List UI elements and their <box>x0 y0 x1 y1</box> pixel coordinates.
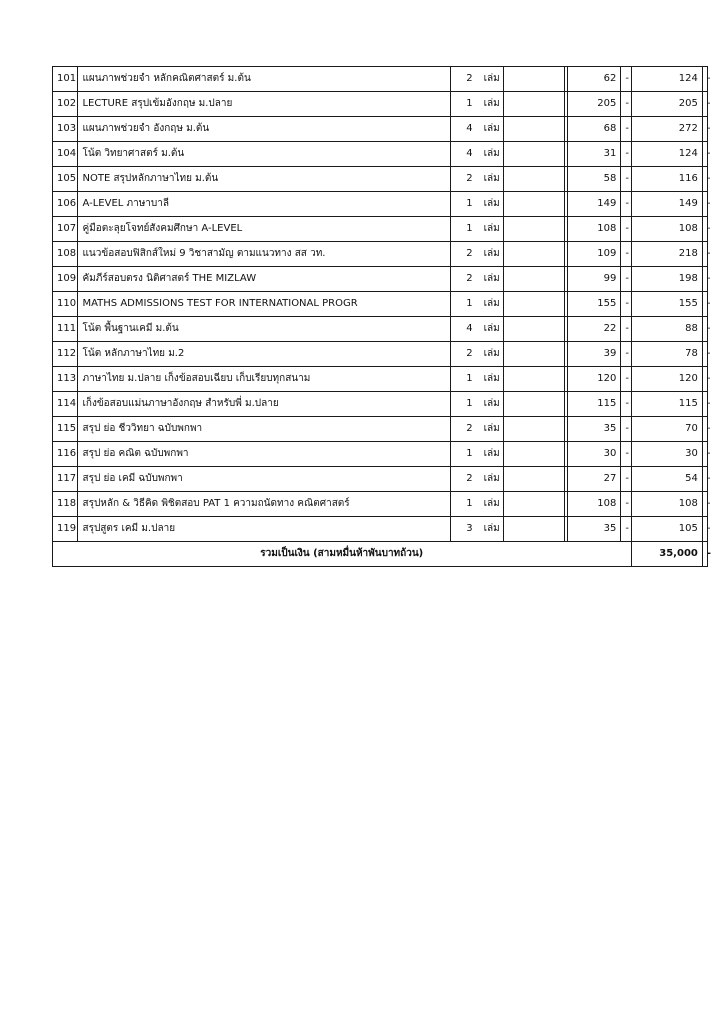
item-quantity: 3 <box>450 517 475 542</box>
item-unit-price-decimal: - <box>621 167 631 192</box>
item-number: 102 <box>53 92 78 117</box>
table-row <box>53 417 708 442</box>
empty-cell <box>504 167 565 192</box>
item-number: 111 <box>53 317 78 342</box>
empty-cell <box>504 267 565 292</box>
item-total: 30 <box>631 442 702 467</box>
item-total-decimal: - <box>702 442 707 467</box>
item-unit-price: 108 <box>567 492 621 517</box>
item-unit: เล่ม <box>476 217 504 242</box>
item-unit: เล่ม <box>476 467 504 492</box>
empty-cell <box>504 342 565 367</box>
item-name: สรุป ย่อ ชีววิทยา ฉบับพกพา <box>78 417 450 442</box>
item-quantity: 1 <box>450 392 475 417</box>
summary-row <box>53 542 708 567</box>
item-total-decimal: - <box>702 92 707 117</box>
table-row <box>53 367 708 392</box>
item-quantity: 1 <box>450 442 475 467</box>
table-row <box>53 242 708 267</box>
item-unit: เล่ม <box>476 417 504 442</box>
item-number: 105 <box>53 167 78 192</box>
item-unit: เล่ม <box>476 67 504 92</box>
item-name: โน้ต พื้นฐานเคมี ม.ต้น <box>78 317 450 342</box>
item-total-decimal: - <box>702 317 707 342</box>
table-row <box>53 517 708 542</box>
item-total: 205 <box>631 92 702 117</box>
item-unit-price: 115 <box>567 392 621 417</box>
item-total-decimal: - <box>702 167 707 192</box>
item-name: แผนภาพช่วยจำ อังกฤษ ม.ต้น <box>78 117 450 142</box>
item-total: 149 <box>631 192 702 217</box>
item-quantity: 4 <box>450 317 475 342</box>
empty-cell <box>504 467 565 492</box>
empty-cell <box>504 192 565 217</box>
item-unit: เล่ม <box>476 367 504 392</box>
item-name: สรุปสูตร เคมี ม.ปลาย <box>78 517 450 542</box>
item-quantity: 2 <box>450 167 475 192</box>
item-unit-price: 39 <box>567 342 621 367</box>
item-number: 118 <box>53 492 78 517</box>
item-total: 70 <box>631 417 702 442</box>
empty-cell <box>504 117 565 142</box>
empty-cell <box>504 367 565 392</box>
item-unit-price: 109 <box>567 242 621 267</box>
item-total: 115 <box>631 392 702 417</box>
item-name: LECTURE สรุปเข้มอังกฤษ ม.ปลาย <box>78 92 450 117</box>
item-unit-price-decimal: - <box>621 292 631 317</box>
item-name: โน้ต วิทยาศาสตร์ ม.ต้น <box>78 142 450 167</box>
item-unit: เล่ม <box>476 342 504 367</box>
item-total: 78 <box>631 342 702 367</box>
summary-label: รวมเป็นเงิน (สามหมื่นห้าพันบาทถ้วน) <box>53 542 632 567</box>
item-unit-price-decimal: - <box>621 192 631 217</box>
item-total: 105 <box>631 517 702 542</box>
item-unit: เล่ม <box>476 167 504 192</box>
item-total: 198 <box>631 267 702 292</box>
item-unit: เล่ม <box>476 392 504 417</box>
item-number: 116 <box>53 442 78 467</box>
table-row <box>53 442 708 467</box>
empty-cell <box>504 317 565 342</box>
item-total-decimal: - <box>702 467 707 492</box>
table-row <box>53 92 708 117</box>
item-name: MATHS ADMISSIONS TEST FOR INTERNATIONAL PROGR <box>78 292 450 317</box>
item-unit-price-decimal: - <box>621 442 631 467</box>
table-row <box>53 167 708 192</box>
item-total-decimal: - <box>702 67 707 92</box>
item-number: 110 <box>53 292 78 317</box>
item-quantity: 1 <box>450 217 475 242</box>
table-row <box>53 392 708 417</box>
item-unit-price: 31 <box>567 142 621 167</box>
table-row <box>53 142 708 167</box>
item-quantity: 1 <box>450 492 475 517</box>
item-quantity: 1 <box>450 292 475 317</box>
item-unit-price-decimal: - <box>621 342 631 367</box>
item-total-decimal: - <box>702 242 707 267</box>
item-unit-price: 68 <box>567 117 621 142</box>
item-unit-price: 149 <box>567 192 621 217</box>
item-unit: เล่ม <box>476 442 504 467</box>
item-unit-price: 155 <box>567 292 621 317</box>
empty-cell <box>504 417 565 442</box>
item-unit-price-decimal: - <box>621 417 631 442</box>
item-total: 124 <box>631 67 702 92</box>
item-unit-price-decimal: - <box>621 117 631 142</box>
item-name: สรุป ย่อ เคมี ฉบับพกพา <box>78 467 450 492</box>
item-total: 88 <box>631 317 702 342</box>
empty-cell <box>504 142 565 167</box>
empty-cell <box>504 517 565 542</box>
item-unit-price: 120 <box>567 367 621 392</box>
item-unit-price-decimal: - <box>621 492 631 517</box>
item-number: 112 <box>53 342 78 367</box>
item-unit: เล่ม <box>476 292 504 317</box>
item-number: 101 <box>53 67 78 92</box>
item-total: 108 <box>631 492 702 517</box>
table-row <box>53 342 708 367</box>
table-row <box>53 67 708 92</box>
item-name: โน้ต หลักภาษาไทย ม.2 <box>78 342 450 367</box>
table-row <box>53 217 708 242</box>
item-total: 155 <box>631 292 702 317</box>
item-number: 113 <box>53 367 78 392</box>
item-total-decimal: - <box>702 217 707 242</box>
item-number: 109 <box>53 267 78 292</box>
item-unit-price: 35 <box>567 517 621 542</box>
empty-cell <box>504 242 565 267</box>
item-unit-price: 22 <box>567 317 621 342</box>
item-unit-price-decimal: - <box>621 142 631 167</box>
item-unit: เล่ม <box>476 242 504 267</box>
empty-cell <box>504 442 565 467</box>
item-total-decimal: - <box>702 367 707 392</box>
item-unit-price-decimal: - <box>621 67 631 92</box>
item-quantity: 4 <box>450 142 475 167</box>
items-table <box>52 66 712 567</box>
item-unit-price: 108 <box>567 217 621 242</box>
item-name: ภาษาไทย ม.ปลาย เก็งข้อสอบเฉียบ เก็บเรียบทุกสนาม <box>78 367 450 392</box>
item-unit-price-decimal: - <box>621 242 631 267</box>
item-unit: เล่ม <box>476 317 504 342</box>
item-unit-price-decimal: - <box>621 267 631 292</box>
item-number: 117 <box>53 467 78 492</box>
item-unit-price: 27 <box>567 467 621 492</box>
item-quantity: 2 <box>450 267 475 292</box>
item-unit-price: 58 <box>567 167 621 192</box>
table-row <box>53 292 708 317</box>
item-total-decimal: - <box>702 192 707 217</box>
item-total: 272 <box>631 117 702 142</box>
item-quantity: 1 <box>450 367 475 392</box>
item-total-decimal: - <box>702 517 707 542</box>
item-total-decimal: - <box>702 117 707 142</box>
item-name: คู่มือตะลุยโจทย์สังคมศึกษา A-LEVEL <box>78 217 450 242</box>
item-unit-price-decimal: - <box>621 517 631 542</box>
item-unit-price-decimal: - <box>621 392 631 417</box>
item-total: 116 <box>631 167 702 192</box>
item-quantity: 1 <box>450 192 475 217</box>
item-number: 107 <box>53 217 78 242</box>
item-quantity: 1 <box>450 92 475 117</box>
table-row <box>53 492 708 517</box>
item-name: สรุปหลัก & วิธีคิด พิชิตสอบ PAT 1 ความถนัดทาง คณิตศาสตร์ <box>78 492 450 517</box>
item-number: 115 <box>53 417 78 442</box>
item-unit-price-decimal: - <box>621 217 631 242</box>
item-unit: เล่ม <box>476 142 504 167</box>
table-row <box>53 467 708 492</box>
item-quantity: 4 <box>450 117 475 142</box>
item-number: 108 <box>53 242 78 267</box>
item-unit-price: 62 <box>567 67 621 92</box>
item-unit: เล่ม <box>476 492 504 517</box>
item-total-decimal: - <box>702 292 707 317</box>
item-name: แผนภาพช่วยจำ หลักคณิตศาสตร์ ม.ต้น <box>78 67 450 92</box>
item-number: 119 <box>53 517 78 542</box>
item-unit-price: 30 <box>567 442 621 467</box>
item-total-decimal: - <box>702 342 707 367</box>
item-total: 218 <box>631 242 702 267</box>
items-table-body <box>53 67 711 542</box>
item-total-decimal: - <box>702 492 707 517</box>
summary-total-decimal: - <box>702 542 707 567</box>
empty-cell <box>504 92 565 117</box>
item-total: 108 <box>631 217 702 242</box>
item-unit-price-decimal: - <box>621 467 631 492</box>
item-unit-price: 205 <box>567 92 621 117</box>
table-row <box>53 317 708 342</box>
item-unit: เล่ม <box>476 192 504 217</box>
item-unit-price-decimal: - <box>621 367 631 392</box>
table-row <box>53 117 708 142</box>
item-unit: เล่ม <box>476 517 504 542</box>
item-quantity: 2 <box>450 417 475 442</box>
table-row <box>53 267 708 292</box>
item-name: เก็งข้อสอบแม่นภาษาอังกฤษ สำหรับพี่ ม.ปลาย <box>78 392 450 417</box>
item-unit: เล่ม <box>476 92 504 117</box>
empty-cell <box>504 292 565 317</box>
empty-cell <box>504 67 565 92</box>
item-total-decimal: - <box>702 392 707 417</box>
item-unit-price: 35 <box>567 417 621 442</box>
item-unit-price-decimal: - <box>621 317 631 342</box>
item-total: 54 <box>631 467 702 492</box>
item-name: แนวข้อสอบฟิสิกส์ใหม่ 9 วิชาสามัญ ตามแนวทาง สส วท. <box>78 242 450 267</box>
item-unit: เล่ม <box>476 267 504 292</box>
item-total: 124 <box>631 142 702 167</box>
item-name: A-LEVEL ภาษาบาลี <box>78 192 450 217</box>
item-total: 120 <box>631 367 702 392</box>
item-unit: เล่ม <box>476 117 504 142</box>
item-quantity: 2 <box>450 242 475 267</box>
item-name: คัมภีร์สอบตรง นิติศาสตร์ THE MIZLAW <box>78 267 450 292</box>
empty-cell <box>504 492 565 517</box>
item-number: 114 <box>53 392 78 417</box>
item-quantity: 2 <box>450 342 475 367</box>
empty-cell <box>504 217 565 242</box>
item-total-decimal: - <box>702 267 707 292</box>
item-unit-price: 99 <box>567 267 621 292</box>
item-name: NOTE สรุปหลักภาษาไทย ม.ต้น <box>78 167 450 192</box>
empty-cell <box>504 392 565 417</box>
item-quantity: 2 <box>450 467 475 492</box>
item-total-decimal: - <box>702 142 707 167</box>
item-number: 106 <box>53 192 78 217</box>
table-row <box>53 192 708 217</box>
summary-total: 35,000 <box>631 542 702 567</box>
item-quantity: 2 <box>450 67 475 92</box>
item-total-decimal: - <box>702 417 707 442</box>
item-number: 104 <box>53 142 78 167</box>
item-name: สรุป ย่อ คณิต ฉบับพกพา <box>78 442 450 467</box>
item-number: 103 <box>53 117 78 142</box>
item-unit-price-decimal: - <box>621 92 631 117</box>
